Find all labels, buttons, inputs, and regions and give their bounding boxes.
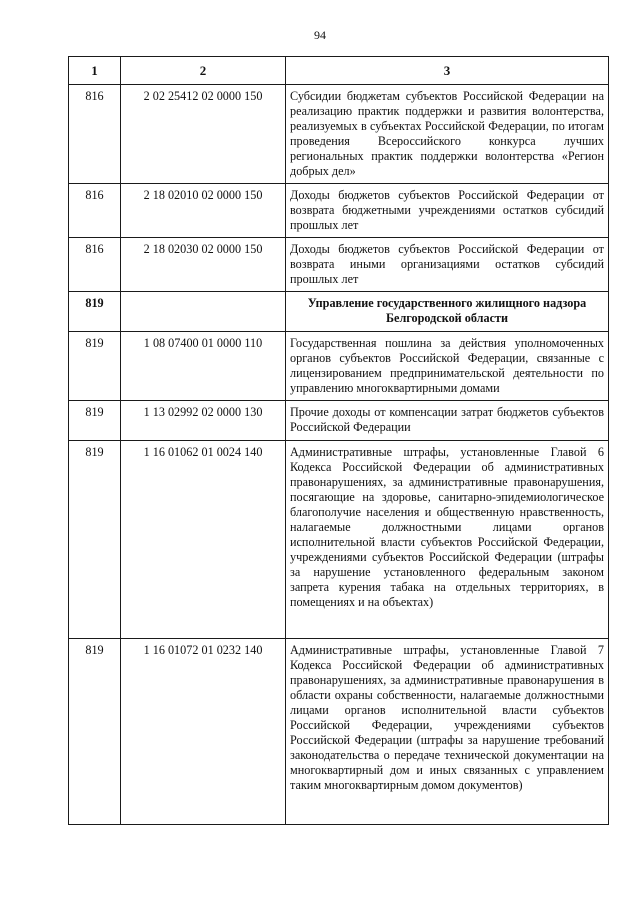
admin-code-cell: 816 bbox=[69, 85, 121, 184]
revenue-codes-table bbox=[68, 56, 609, 825]
table-row bbox=[69, 184, 609, 238]
table-row-department bbox=[69, 292, 609, 332]
revenue-code-cell: 2 18 02030 02 0000 150 bbox=[121, 238, 286, 292]
admin-code-cell: 816 bbox=[69, 238, 121, 292]
department-name-cell: Управление государственного жилищного надзора Белгородской области bbox=[286, 292, 609, 332]
table-row bbox=[69, 639, 609, 825]
description-cell: Административные штрафы, установленные Главой 6 Кодекса Российской Федерации об административных правонарушениях, за административные правонарушения, посягающие на здоровье, санитарно-эпидемиологическое благополучие населения и общественную нравственность, налагаемые должностными лицами органов исполнительной власти субъектов Российской Федерации, учреждениями субъектов Российской Федерации (штрафы за нарушение установленного федеральным законом запрета курения табака на отдельных территориях, в помещениях и на объектах) bbox=[286, 441, 609, 639]
table-row bbox=[69, 85, 609, 184]
description-cell: Доходы бюджетов субъектов Российской Федерации от возврата бюджетными учреждениями остатков субсидий прошлых лет bbox=[286, 184, 609, 238]
admin-code-cell: 819 bbox=[69, 639, 121, 825]
description-cell: Прочие доходы от компенсации затрат бюджетов субъектов Российской Федерации bbox=[286, 401, 609, 441]
revenue-code-cell: 1 16 01072 01 0232 140 bbox=[121, 639, 286, 825]
table-row bbox=[69, 238, 609, 292]
revenue-code-cell: 1 13 02992 02 0000 130 bbox=[121, 401, 286, 441]
admin-code-cell: 816 bbox=[69, 184, 121, 238]
admin-code-cell: 819 bbox=[69, 332, 121, 401]
revenue-code-cell: 1 08 07400 01 0000 110 bbox=[121, 332, 286, 401]
column-header-3: 3 bbox=[286, 57, 609, 85]
description-cell: Государственная пошлина за действия уполномоченных органов субъектов Российской Федерации, связанные с лицензированием предпринимательской деятельности по управлению многоквартирными домами bbox=[286, 332, 609, 401]
table-row bbox=[69, 332, 609, 401]
revenue-code-cell: 2 02 25412 02 0000 150 bbox=[121, 85, 286, 184]
description-cell: Административные штрафы, установленные Главой 7 Кодекса Российской Федерации об административных правонарушениях, за административные правонарушения в области охраны собственности, налагаемые должностными лицами органов исполнительной власти субъектов Российской Федерации, учреждениями субъектов Российской Федерации (штрафы за нарушение требований законодательства о передаче технической документации на многоквартирный дом и иных связанных с управлением таким многоквартирным домом документов) bbox=[286, 639, 609, 825]
description-cell: Доходы бюджетов субъектов Российской Федерации от возврата иными организациями остатков субсидий прошлых лет bbox=[286, 238, 609, 292]
admin-code-cell: 819 bbox=[69, 401, 121, 441]
table-row bbox=[69, 441, 609, 639]
table-row bbox=[69, 401, 609, 441]
description-cell: Субсидии бюджетам субъектов Российской Федерации на реализацию практик поддержки и развития волонтерства, реализуемых в субъектах Российской Федерации, по итогам проведения Всероссийского конкурса лучших региональных практик поддержки волонтерства «Регион добрых дел» bbox=[286, 85, 609, 184]
page-number: 94 bbox=[314, 28, 326, 42]
revenue-code-cell: 2 18 02010 02 0000 150 bbox=[121, 184, 286, 238]
admin-code-cell: 819 bbox=[69, 441, 121, 639]
admin-code-cell: 819 bbox=[69, 292, 121, 332]
revenue-code-cell: 1 16 01062 01 0024 140 bbox=[121, 441, 286, 639]
column-header-1: 1 bbox=[69, 57, 121, 85]
column-header-2: 2 bbox=[121, 57, 286, 85]
revenue-code-cell bbox=[121, 292, 286, 332]
table-header-row bbox=[69, 57, 609, 85]
